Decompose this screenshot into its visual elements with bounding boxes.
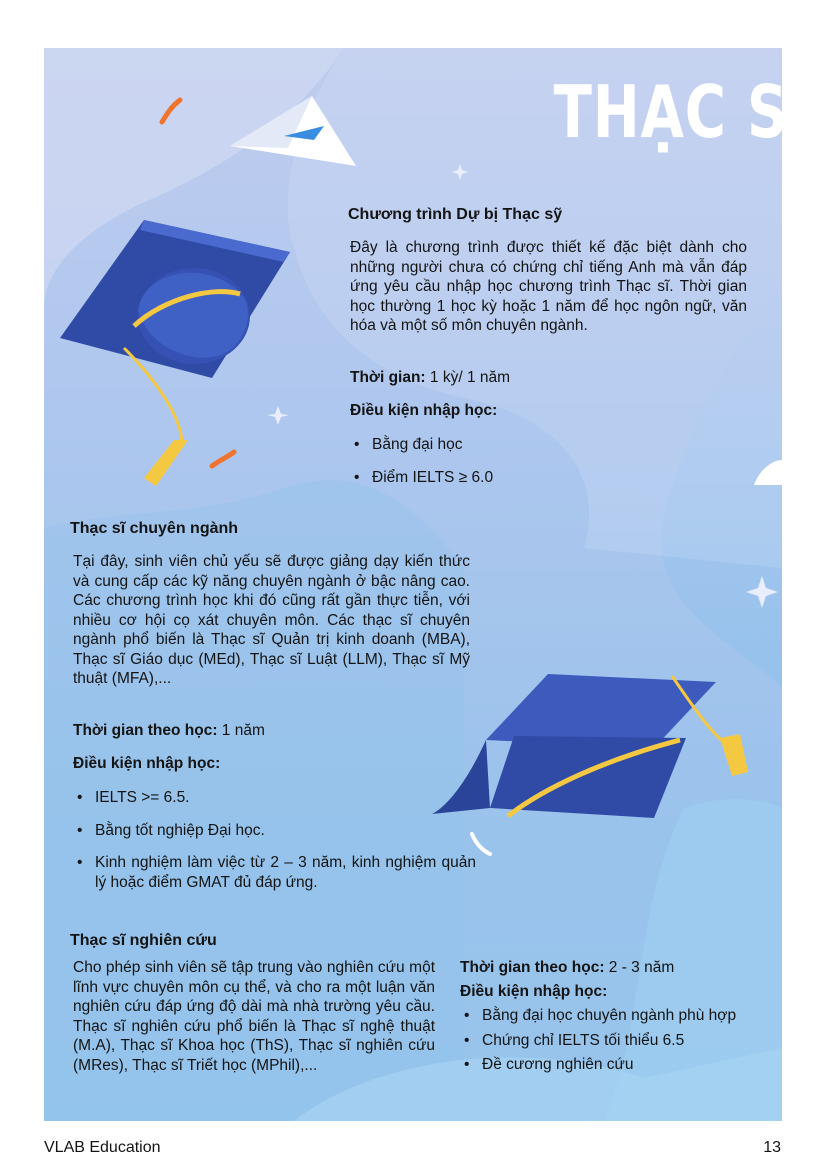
prof-body: Tại đây, sinh viên chủ yếu sẽ được giảng dạy kiến thức và cung cấp các kỹ năng chuyên ngành ở bậc nâng cao. Các chương trình học khi đó cũng rất gần thực tiễn, với nhiều cơ hội cọ xát chuyên môn. Các thạc sĩ chuyên ngành phổ biến là Thạc sĩ Quản trị kinh doanh (MBA), Thạc sĩ Giáo dục (MEd), Thạc sĩ Luật (LLM), Thạc sĩ Mỹ thuật (MFA),... (73, 553, 470, 687)
list-item: • Đề cương nghiên cứu (462, 1055, 738, 1075)
list-item: • Bằng tốt nghiệp Đại học. (75, 821, 476, 841)
prof-duration-value: 1 năm (217, 722, 265, 739)
prof-req-label: Điều kiện nhập học: (73, 755, 221, 772)
research-req-label: Điều kiện nhập học: (460, 983, 608, 1000)
prof-req-list (75, 788, 476, 892)
prep-duration-label: Thời gian: (350, 369, 426, 386)
prep-duration-value: 1 kỳ/ 1 năm (425, 369, 511, 386)
prof-duration-label: Thời gian theo học: (73, 722, 218, 739)
list-item: • Bằng đại học chuyên ngành phù hợp (462, 1006, 738, 1026)
list-item: • IELTS >= 6.5. (75, 788, 476, 808)
footer-brand: VLAB Education (44, 1139, 161, 1156)
page-title: THẠC SĨ (553, 70, 810, 154)
prof-duration (73, 721, 265, 741)
research-req-list (462, 1006, 738, 1075)
list-item: • Điểm IELTS ≥ 6.0 (352, 468, 732, 488)
sparkle-icon (746, 576, 778, 608)
prof-heading: Thạc sĩ chuyên ngành (70, 520, 239, 537)
list-item: • Chứng chỉ IELTS tối thiểu 6.5 (462, 1031, 738, 1051)
research-body: Cho phép sinh viên sẽ tập trung vào nghiên cứu một lĩnh vực chuyên môn cụ thể, và cho ra một luận văn nghiên cứu đáp ứng độ dài mà nhà trường yêu cầu. Thạc sĩ nghiên cứu phổ biến là Thạc sĩ nghệ thuật (M.A), Thạc sĩ Khoa học (ThS), Thạc sĩ nghiên cứu (MRes), Thạc sĩ Triết học (MPhil),... (73, 959, 435, 1074)
list-item: • Kinh nghiệm làm việc từ 2 – 3 năm, kinh nghiệm quản lý hoặc điểm GMAT đủ đáp ứng. (75, 853, 476, 892)
prep-heading: Chương trình Dự bị Thạc sỹ (348, 206, 563, 223)
research-duration-label: Thời gian theo học: (460, 959, 605, 976)
prep-req-label: Điều kiện nhập học: (350, 402, 498, 419)
list-item: • Bằng đại học (352, 435, 732, 455)
prep-req-list (352, 435, 732, 487)
research-heading: Thạc sĩ nghiên cứu (70, 932, 217, 949)
page-panel (44, 48, 810, 1121)
research-duration-value: 2 - 3 năm (604, 959, 675, 976)
prep-body: Đây là chương trình được thiết kế đặc biệt dành cho những người chưa có chứng chỉ tiếng Anh mà vẫn đáp ứng yêu cầu nhập học chương trình Thạc sĩ. Thời gian học thường 1 học kỳ hoặc 1 năm để học ngôn ngữ, văn hóa và một số môn chuyên ngành. (350, 239, 747, 334)
page-number: 13 (763, 1139, 781, 1156)
prep-duration (350, 368, 510, 388)
research-duration (460, 958, 674, 978)
